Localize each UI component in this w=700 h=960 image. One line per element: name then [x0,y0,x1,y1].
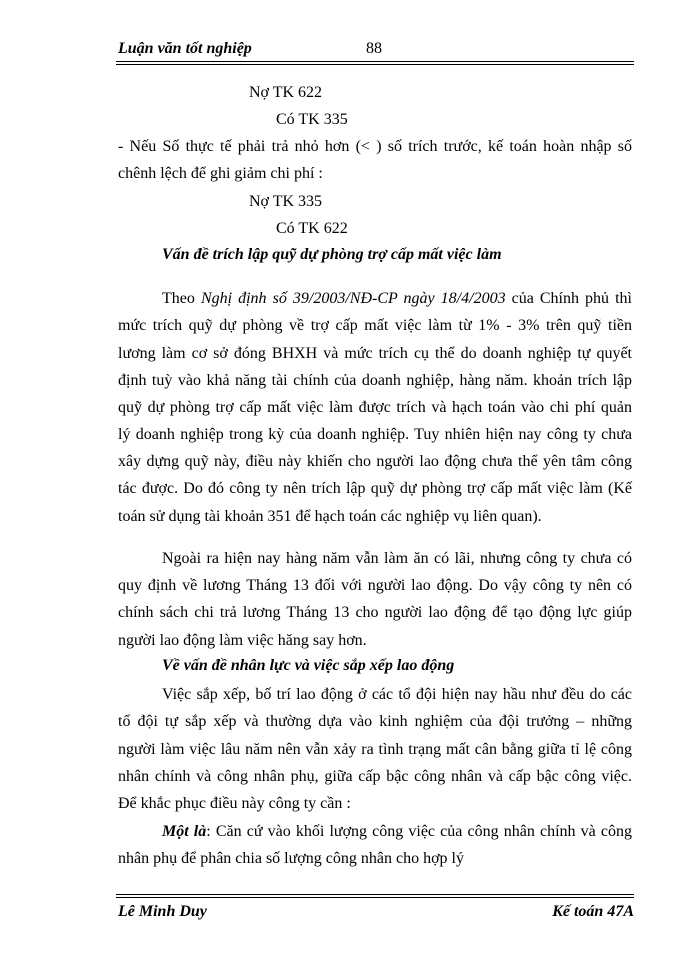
header-rule [116,61,634,62]
list-lead: Một là [162,823,207,840]
paragraph-line: mức trích quỹ dự phòng về trợ cấp mất việc làm từ 1% - 3% trên quỹ tiền [118,317,632,334]
paragraph-line: Ngoài ra hiện nay hàng năm vẫn làm ăn có lãi, nhưng công ty chưa có [162,550,632,567]
footer-class: Kế toán 47A [552,903,634,920]
text-run: Theo [162,290,201,307]
paragraph-line: Việc sắp xếp, bố trí lao động ở các tổ đội hiện nay hầu như đều do các [162,686,632,703]
header-rule [116,64,634,65]
entry-credit-335: Có TK 335 [276,111,348,128]
paragraph-line: tác được. Do đó công ty nên trích lập quỹ dự phòng trợ cấp mất việc làm (Kế [118,480,632,497]
paragraph-line: nhân chính và công nhân phụ, giữa cấp bậc công nhân và cấp bậc công việc. [118,768,632,785]
paragraph-line: chính sách chi trả lương Tháng 13 cho người lao động để tạo động lực giúp [118,604,632,621]
footer-author: Lê Minh Duy [118,903,207,920]
paragraph-line: toán sử dụng tài khoản 351 để hạch toán các nghiệp vụ liên quan). [118,508,542,525]
footer-rule [116,897,634,898]
text-run: : Căn cứ vào khối lượng công việc của công nhân chính và công [206,823,632,840]
paragraph-line: người làm việc lâu năm nên vẫn xảy ra tình trạng mất cân bằng giữa tỉ lệ công [118,741,632,758]
paragraph-line [162,822,632,842]
paragraph-line: lương làm cơ sở đóng BHXH và mức trích cụ thể do doanh nghiệp tự quyết [118,345,632,362]
note-line: chênh lệch để ghi giảm chi phí : [118,165,323,182]
entry-credit-622: Có TK 622 [276,220,348,237]
note-line: - Nếu Số thực tế phải trả nhỏ hơn (< ) số trích trước, kế toán hoàn nhập số [118,138,632,155]
paragraph-line [162,289,632,309]
paragraph-line: Để khắc phục điều này công ty cần : [118,795,351,812]
text-run: của Chính phủ thì [505,290,632,307]
entry-debit-335: Nợ TK 335 [249,193,323,210]
paragraph-line: nhân phụ để phân chia số lượng công nhân cho hợp lý [118,850,464,867]
section-heading: Vấn đề trích lập quỹ dự phòng trợ cấp mất việc làm [162,246,502,263]
paragraph-line: định tuỳ vào khả năng tài chính của doanh nghiệp, hàng năm. khoản trích lập [118,372,632,389]
page-number: 88 [366,40,382,57]
decree-reference: Nghị định số 39/2003/NĐ-CP ngày 18/4/2003 [200,290,506,307]
paragraph-line: tổ đội tự sắp xếp và thường dựa vào kinh nghiệm của đội trưởng – những [118,713,632,730]
header-title: Luận văn tốt nghiệp [118,40,252,57]
paragraph-line: xây dựng quỹ này, điều này khiến cho người lao động chưa thể yên tâm công [118,453,632,470]
paragraph-line: lý doanh nghiệp trong kỳ của doanh nghiệp. Tuy nhiên hiện nay công ty chưa [118,426,632,443]
entry-debit-622: Nợ TK 622 [249,84,323,101]
paragraph-line: quy định về lương Tháng 13 đối với người lao động. Do vậy công ty nên có [118,577,632,594]
paragraph-line: quỹ dự phòng trợ cấp mất việc làm được trích và hạch toán vào chi phí quản [118,399,632,416]
paragraph-line: người lao động làm việc hăng say hơn. [118,632,367,649]
section-heading: Về vấn đề nhân lực và việc sắp xếp lao động [162,657,455,674]
footer-rule [116,894,634,895]
